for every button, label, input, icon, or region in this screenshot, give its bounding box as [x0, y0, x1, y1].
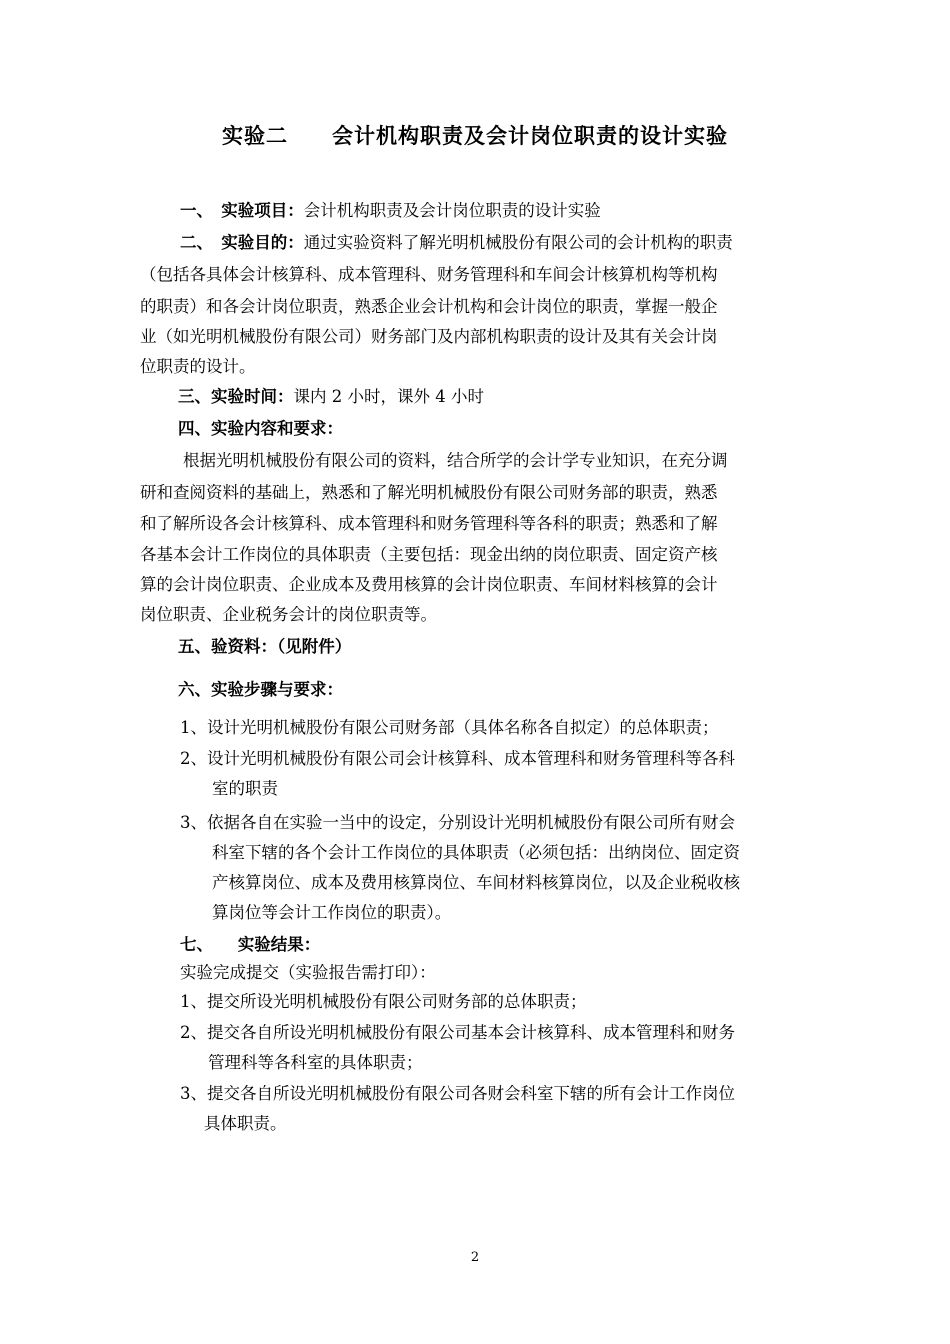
page-number: 2 — [470, 1250, 480, 1265]
section-7-item-line: 管理科等各科室的具体职责； — [208, 1053, 423, 1072]
section-4-heading: 四、实验内容和要求： — [178, 419, 343, 438]
document-title: 实验二 会计机构职责及会计岗位职责的设计实验 — [222, 123, 728, 148]
section-7-intro: 实验完成提交（实验报告需打印）： — [180, 963, 436, 982]
section-7-item-line: 具体职责。 — [204, 1114, 287, 1133]
section-4-line: 岗位职责、企业税务会计的岗位职责等。 — [140, 605, 437, 624]
section-7-item-line: 1、提交所设光明机械股份有限公司财务部的总体职责； — [180, 992, 587, 1011]
section-2-first-line — [180, 233, 733, 253]
section-2-line: 的职责）和各会计岗位职责，熟悉企业会计机构和会计岗位的职责，掌握一般企 — [140, 297, 718, 316]
section-4-line: 算的会计岗位职责、企业成本及费用核算的会计岗位职责、车间材料核算的会计 — [140, 575, 718, 594]
section-6-item-line: 2、设计光明机械股份有限公司会计核算科、成本管理科和财务管理科等各科 — [180, 749, 735, 768]
section-3 — [178, 387, 484, 407]
section-6-item-line: 产核算岗位、成本及费用核算岗位、车间材料核算岗位，以及企业税收核 — [212, 873, 740, 892]
section-6-item-line: 科室下辖的各个会计工作岗位的具体职责（必须包括：出纳岗位、固定资 — [212, 843, 740, 862]
section-3-heading: 三、实验时间： — [178, 387, 294, 406]
section-6-item-line: 算岗位等会计工作岗位的职责）。 — [212, 903, 452, 922]
section-2-line: 通过实验资料了解光明机械股份有限公司的会计机构的职责 — [303, 233, 733, 252]
section-4-line: 根据光明机械股份有限公司的资料，结合所学的会计学专业知识，在充分调 — [183, 451, 728, 470]
section-2-heading: 二、 实验目的： — [180, 233, 304, 252]
section-6-heading: 六、实验步骤与要求： — [178, 680, 343, 699]
section-3-text: 课内 2 小时，课外 4 小时 — [293, 387, 484, 406]
section-6-item-line: 室的职责 — [212, 779, 278, 798]
section-6-item-line: 1、设计光明机械股份有限公司财务部（具体名称各自拟定）的总体职责； — [180, 718, 719, 737]
section-1-heading: 一、 实验项目： — [180, 201, 304, 220]
section-2-line: 位职责的设计。 — [140, 357, 256, 376]
section-6-item-line: 3、依据各自在实验一当中的设定，分别设计光明机械股份有限公司所有财会 — [180, 813, 735, 832]
section-4-line: 各基本会计工作岗位的具体职责（主要包括：现金出纳的岗位职责、固定资产核 — [140, 545, 718, 564]
section-4-line: 和了解所设各会计核算科、成本管理科和财务管理科等各科的职责；熟悉和了解 — [140, 514, 718, 533]
section-7-heading: 七、 实验结果： — [180, 935, 321, 954]
section-2-line: 业（如光明机械股份有限公司）财务部门及内部机构职责的设计及其有关会计岗 — [140, 327, 718, 346]
section-1 — [180, 201, 601, 221]
section-7-item-line: 3、提交各自所设光明机械股份有限公司各财会科室下辖的所有会计工作岗位 — [180, 1084, 735, 1103]
section-5-heading: 五、验资料：（见附件） — [178, 637, 352, 656]
section-2-line: （包括各具体会计核算科、成本管理科、财务管理科和车间会计核算机构等机构 — [140, 265, 718, 284]
section-4-line: 研和查阅资料的基础上，熟悉和了解光明机械股份有限公司财务部的职责，熟悉 — [140, 483, 718, 502]
section-1-text: 会计机构职责及会计岗位职责的设计实验 — [303, 201, 601, 220]
section-7-item-line: 2、提交各自所设光明机械股份有限公司基本会计核算科、成本管理科和财务 — [180, 1023, 735, 1042]
